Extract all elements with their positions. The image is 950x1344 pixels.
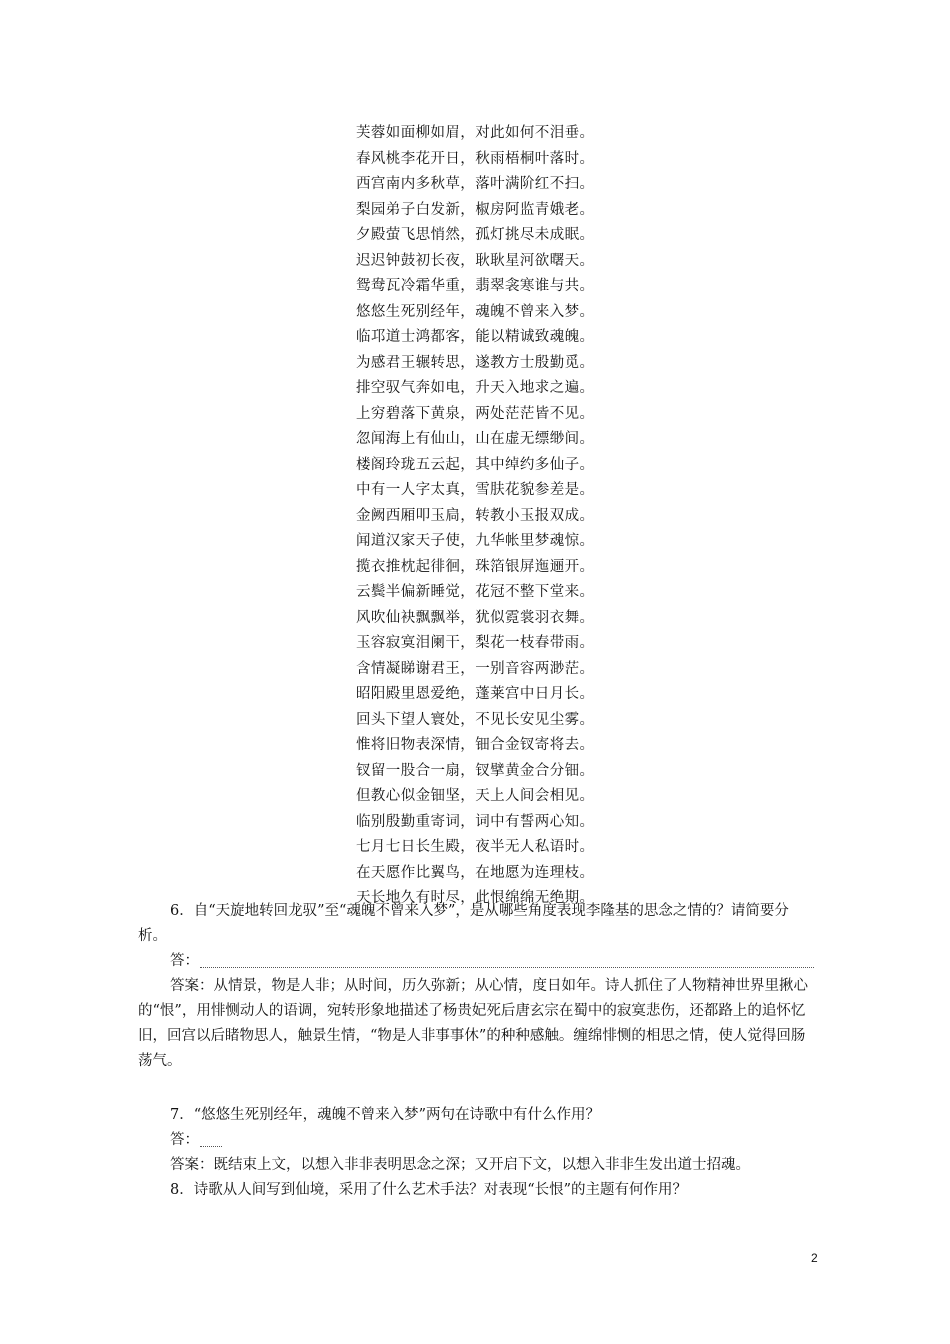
poem-line: 为感君王辗转思，遂教方士殷勤觅。 [356, 354, 595, 371]
question-8-block [138, 1178, 814, 1203]
poem-line: 在天愿作比翼鸟，在地愿为连理枝。 [356, 864, 595, 881]
poem-line: 鸳鸯瓦冷霜华重，翡翠衾寒谁与共。 [356, 278, 595, 294]
poem-line: 排空驭气奔如电，升天入地求之遍。 [356, 380, 595, 396]
poem-line: 闻道汉家天子使，九华帐里梦魂惊。 [356, 533, 595, 549]
question-8-text: 8．诗歌从人间写到仙境，采用了什么艺术手法？对表现“长恨”的主题有何作用？ [170, 1182, 688, 1198]
poem-line: 玉容寂寞泪阑干，梨花一枝春带雨。 [356, 635, 595, 651]
question-6-text: 6．自“天旋地转回龙驭”至“魂魄不曾来入梦”，是从哪些角度表现李隆基的思念之情的？请简要分析。 [138, 903, 789, 944]
poem-line: 夕殿萤飞思悄然，孤灯挑尽未成眠。 [356, 227, 595, 243]
question-6-answer-slot [138, 949, 814, 974]
poem-line: 迟迟钟鼓初长夜，耿耿星河欲曙天。 [356, 252, 595, 269]
poem-line: 但教心似金钿坚，天上人间会相见。 [356, 788, 595, 804]
poem-line: 揽衣推枕起徘徊，珠箔银屏迤逦开。 [356, 558, 595, 575]
poem-line: 上穷碧落下黄泉，两处茫茫皆不见。 [356, 405, 595, 422]
question-7-answer-slot [138, 1128, 814, 1153]
poem-line: 含情凝睇谢君王，一别音容两渺茫。 [356, 660, 595, 677]
question-6-answer: 答案：从情景，物是人非；从时间，历久弥新；从心情，度日如年。诗人抓住了人物精神世界里揪心的“恨”，用悱恻动人的语调，宛转形象地描述了杨贵妃死后唐玄宗在蜀中的寂寞悲伤，还都路上的追怀忆旧，回宫以后睹物思人，触景生情，“物是人非事事休”的种种感触。缠绵悱恻的相思之情，使人觉得回肠荡气。 [138, 978, 808, 1069]
page-number: 2 [811, 1251, 818, 1265]
poem-line: 中有一人字太真，雪肤花貌参差是。 [356, 482, 595, 498]
poem-line: 悠悠生死别经年，魂魄不曾来入梦。 [356, 303, 595, 320]
poem-line: 春风桃李花开日，秋雨梧桐叶落时。 [356, 150, 595, 167]
poem-line: 忽闻海上有仙山，山在虚无缥缈间。 [356, 431, 595, 447]
poem-line: 金阙西厢叩玉扃，转教小玉报双成。 [356, 507, 595, 524]
question-7-answer: 答案：既结束上文，以想入非非表明思念之深；又开启下文，以想入非非生发出道士招魂。 [170, 1157, 750, 1173]
question-7-text: 7．“悠悠生死别经年，魂魄不曾来入梦”两句在诗歌中有什么作用？ [170, 1107, 601, 1123]
poem-line: 西宫南内多秋草，落叶满阶红不扫。 [356, 176, 595, 192]
question-7-answer-label: 答： [170, 1132, 199, 1148]
poem-line: 临邛道士鸿都客，能以精诚致魂魄。 [356, 329, 595, 345]
poem-line: 云鬓半偏新睡觉，花冠不整下堂来。 [356, 584, 595, 600]
poem-line: 七月七日长生殿，夜半无人私语时。 [356, 839, 595, 855]
question-6-answer-label: 答： [170, 953, 199, 969]
question-6-block [138, 899, 814, 1074]
poem-line: 天长地久有时尽，此恨绵绵无绝期。 [356, 890, 595, 906]
poem-line: 昭阳殿里恩爱绝，蓬莱宫中日月长。 [356, 686, 595, 702]
poem-line: 钗留一股合一扇，钗擘黄金合分钿。 [356, 762, 595, 779]
poem-line: 楼阁玲珑五云起，其中绰约多仙子。 [356, 456, 595, 473]
poem-line: 惟将旧物表深情，钿合金钗寄将去。 [356, 737, 595, 753]
poem-line: 回头下望人寰处，不见长安见尘雾。 [356, 711, 595, 728]
poem-line: 芙蓉如面柳如眉，对此如何不泪垂。 [356, 125, 595, 141]
poem-block [356, 121, 656, 912]
question-6-answer-blank[interactable] [200, 967, 814, 968]
question-7-answer-blank[interactable] [200, 1146, 222, 1147]
poem-line: 风吹仙袂飘飘举，犹似霓裳羽衣舞。 [356, 609, 595, 626]
poem-line: 梨园弟子白发新，椒房阿监青娥老。 [356, 201, 595, 218]
question-7-block [138, 1103, 814, 1178]
poem-line: 临别殷勤重寄词，词中有誓两心知。 [356, 813, 595, 830]
